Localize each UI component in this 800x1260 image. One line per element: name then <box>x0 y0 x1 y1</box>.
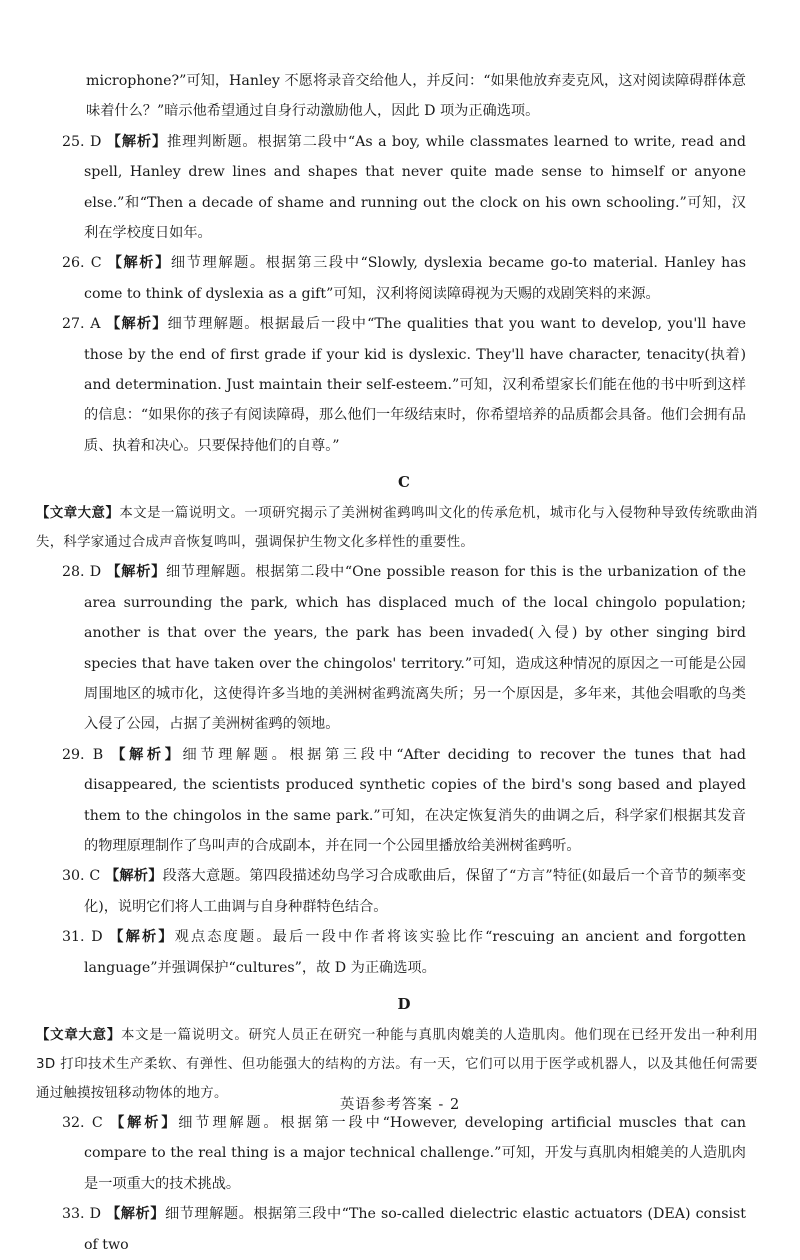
page-footer: 英语参考答案 - 2 <box>339 1097 461 1113</box>
summary-tag: 【文章大意】 <box>36 505 120 522</box>
analysis-tag: 【解析】 <box>110 1114 179 1131</box>
answer-30 <box>62 861 746 922</box>
answer-29 <box>62 740 746 862</box>
answer-number: 31. D <box>62 929 103 946</box>
answer-text: 细节理解题。根据第三段中“Slowly, dyslexia became go-to material. Hanley has come to think of dyslexia as a gift”可知，汉利将阅读障碍视为天赐的戏剧笑料的来源。 <box>84 255 746 302</box>
section-heading-d: D <box>397 994 411 1013</box>
page-content <box>36 66 759 1260</box>
answer-number: 25. D <box>62 133 102 150</box>
answer-text: 细节理解题。根据第一段中“However, developing artificial muscles that can compare to the real thing is a major technical challenge.”可知，开发与真肌肉相媲美的人造肌肉是一项重大的技术挑战。 <box>84 1114 747 1192</box>
answer-number: 26. C <box>62 255 102 272</box>
answer-text: 观点态度题。最后一段中作者将该实验比作“rescuing an ancient and forgotten language”并强调保护“cultures”，故 D 为正确选项。 <box>84 929 746 976</box>
answer-text: 段落大意题。第四段描述幼鸟学习合成歌曲后，保留了“方言”特征(如最后一个音节的频率变化)，说明它们将人工曲调与自身种群特色结合。 <box>84 868 746 915</box>
answer-text: 细节理解题。根据第三段中“After deciding to recover the tunes that had disappeared, the scientists produced synthetic copies of the bird's song based and played them to the chingolos in the same park.”可知，在决定恢复消失的曲调之后，科学家们根据其发音的物理原理制作了鸟叫声的合成副本，并在同一个公园里播放给美洲树雀鹀听。 <box>84 746 746 854</box>
continued-answer-24 <box>62 66 746 127</box>
answer-31 <box>62 922 746 983</box>
section-heading-c: C <box>398 473 410 492</box>
answer-number: 33. D <box>62 1206 101 1223</box>
analysis-tag: 【解析】 <box>107 255 171 272</box>
analysis-tag: 【解析】 <box>106 316 168 333</box>
answer-number: 32. C <box>62 1114 103 1131</box>
answer-text: 细节理解题。根据第二段中“One possible reason for this is the urbanization of the area surrounding the park, which has displaced much of the local chingolo population; another is that over the years, the park has been invaded(入侵) by other singing bird species that have taken over the chingolos' territory.”可知，造成这种情况的原因之一可能是公园周围地区的城市化，这使得许多当地的美洲树雀鹀流离失所；另一个原因是，多年来，其他会唱歌的鸟类入侵了公园，占据了美洲树雀鹀的领地。 <box>84 564 746 733</box>
answer-text: 细节理解题。根据第三段中“The so-called dielectric elastic actuators (DEA) consist of two <box>84 1206 746 1253</box>
analysis-tag: 【解析】 <box>111 746 183 763</box>
answer-28 <box>62 557 746 739</box>
summary-text: 本文是一篇说明文。一项研究揭示了美洲树雀鹀鸣叫文化的传承危机，城市化与入侵物种导致传统歌曲消失，科学家通过合成声音恢复鸣叫，强调保护生物文化多样性的重要性。 <box>36 506 759 551</box>
summary-c <box>36 499 758 557</box>
analysis-tag: 【解析】 <box>106 564 167 581</box>
analysis-tag: 【解析】 <box>109 929 175 946</box>
summary-text: 本文是一篇说明文。研究人员正在研究一种能与真肌肉媲美的人造肌肉。他们现在已经开发出一种利用 3D 打印技术生产柔软、有弹性、但功能强大的结构的方法。有一天，它们可以用于医学或机器人，以及其他任何需要通过触摸按钮移动物体的地方。 <box>36 1027 758 1101</box>
answer-27 <box>62 309 746 461</box>
answer-number: 29. B <box>62 746 104 763</box>
answer-33 <box>62 1199 746 1260</box>
analysis-tag: 【解析】 <box>106 1206 165 1223</box>
answer-number: 28. D <box>62 564 102 581</box>
continued-text: microphone?”可知，Hanley 不愿将录音交给他人，并反问：“如果他放弃麦克风，这对阅读障碍群体意味着什么？”暗示他希望通过自身行动激励他人，因此 D 项为正确选项。 <box>86 73 746 120</box>
summary-tag: 【文章大意】 <box>36 1026 121 1043</box>
answer-number: 30. C <box>62 868 101 885</box>
analysis-tag: 【解析】 <box>104 868 163 885</box>
answer-26 <box>62 248 746 309</box>
answer-text: 细节理解题。根据最后一段中“The qualities that you want to develop, you'll have those by the end of first grade if your kid is dyslexic. They'll have character, tenacity(执着) and determination. Just maintain their self-esteem.”可知，汉利希望家长们能在他的书中听到这样的信息：“如果你的孩子有阅读障碍，那么他们一年级结束时，你希望培养的品质都会具备。他们会拥有品质、执着和决心。只要保持他们的自尊。” <box>84 316 746 454</box>
answer-number: 27. A <box>62 316 101 333</box>
answer-32 <box>62 1108 746 1199</box>
answer-text: 推理判断题。根据第二段中“As a boy, while classmates learned to write, read and spell, Hanley drew lines and shapes that never quite made sense to himself or anyone else.”和“Then a decade of shame and running out the clock on his own schooling.”可知，汉利在学校度日如年。 <box>84 133 747 242</box>
answer-25 <box>62 127 746 249</box>
analysis-tag: 【解析】 <box>106 133 168 150</box>
